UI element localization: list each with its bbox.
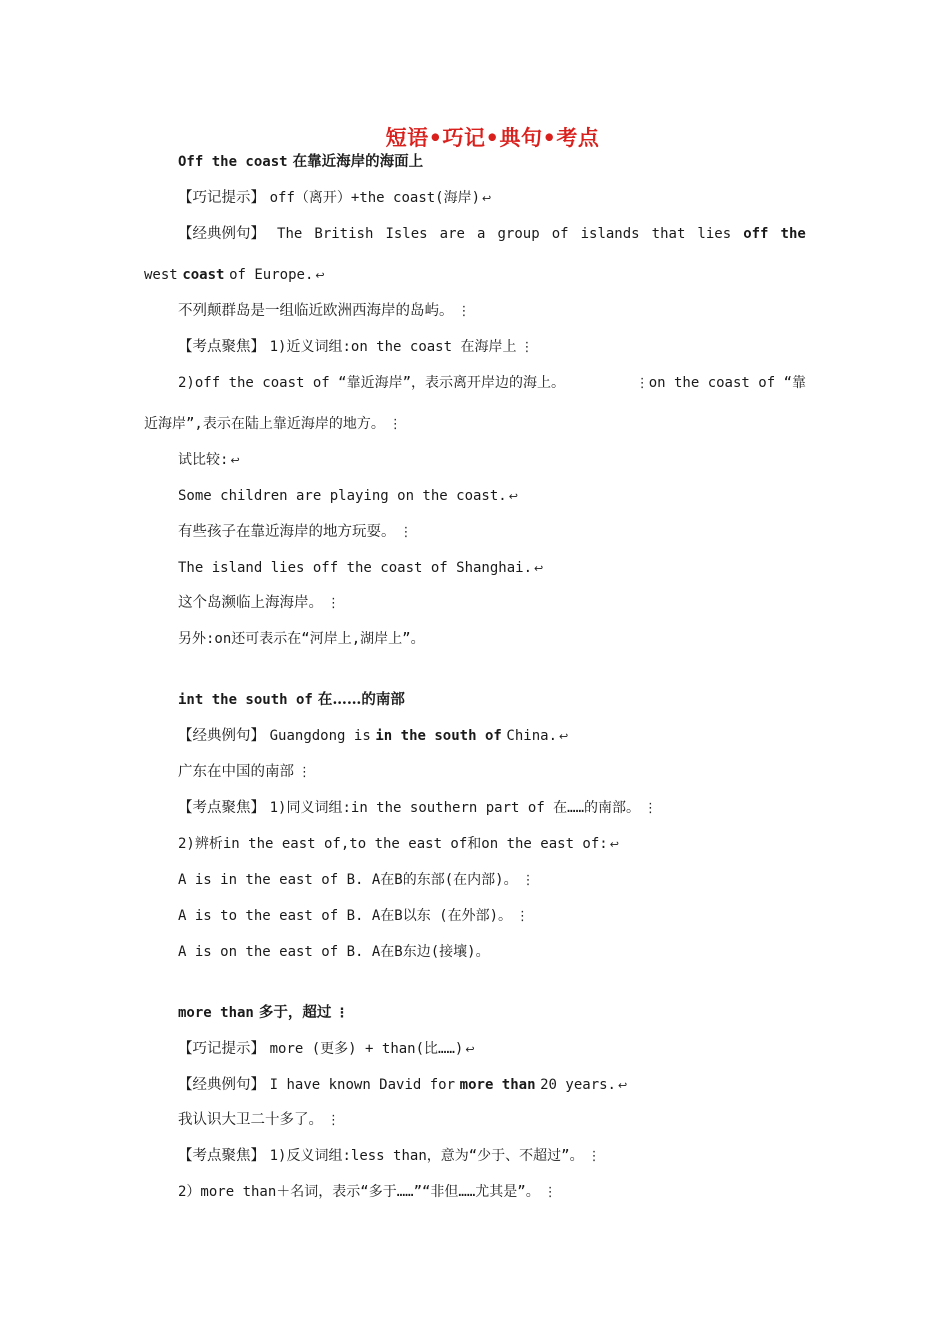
return-icon: ↩: [315, 269, 325, 282]
paragraph-mark-icon: ⋮: [388, 417, 402, 432]
paragraph-mark-icon: ⋮: [298, 765, 311, 780]
compare-example-1: Some children are playing on the coast. ↩: [178, 488, 518, 504]
return-icon: ↩: [534, 562, 544, 575]
return-icon: ↩: [508, 490, 518, 503]
phrase-heading-off-the-coast: Off the coast 在靠近海岸的海面上: [178, 153, 424, 170]
return-icon: ↩: [465, 1043, 475, 1056]
example-translation: 广东在中国的南部 ⋮: [178, 764, 311, 780]
paragraph-mark-icon: ⋮: [543, 1185, 557, 1200]
example-translation: 不列颠群岛是一组临近欧洲西海岸的岛屿。 ⋮: [178, 303, 471, 319]
tip-line: 【巧记提示】 more (更多) + than(比……) ↩: [178, 1041, 475, 1057]
return-icon: ↩: [230, 454, 240, 467]
compare-translation-1: 有些孩子在靠近海岸的地方玩耍。 ⋮: [178, 524, 413, 540]
focus-line-1: 【考点聚焦】 1)反义词组:less than，意为“少于、不超过”。 ⋮: [178, 1148, 601, 1164]
example-line: 【经典例句】 The British Isles are a group of islands that lies off the: [178, 226, 806, 242]
distinction-line-1: A is in the east of B. A在B的东部(在内部)。 ⋮: [178, 872, 535, 888]
return-icon: ↩: [617, 1079, 628, 1092]
paragraph-mark-icon: ⋮: [520, 340, 534, 355]
example-line: 【经典例句】 Guangdong is in the south of China. ↩: [178, 728, 569, 744]
compare-label: 试比较: ↩: [178, 452, 240, 468]
paragraph-mark-icon: ⋮: [335, 1006, 349, 1021]
example-line: 【经典例句】 I have known David for more than 20 years. ↩: [178, 1077, 628, 1093]
focus-line-2: 2)辨析in the east of,to the east of和on the east of: ↩: [178, 836, 619, 852]
distinction-line-3: A is on the east of B. A在B东边(接壤)。: [178, 944, 490, 960]
tip-line: 【巧记提示】 off（离开）+the coast(海岸) ↩: [178, 190, 492, 206]
focus-line-1: 【考点聚焦】 1)近义词组:on the coast 在海岸上 ⋮: [178, 339, 534, 355]
return-icon: ↩: [609, 838, 619, 851]
paragraph-mark-icon: ⋮: [644, 801, 658, 816]
example-continuation: west coast of Europe. ↩: [144, 267, 325, 283]
phrase-heading-more-than: more than 多于，超过 ⋮: [178, 1004, 349, 1021]
compare-example-2: The island lies off the coast of Shanghai. ↩: [178, 560, 544, 576]
paragraph-mark-icon: ⋮: [521, 873, 535, 888]
focus-line-1: 【考点聚焦】 1)同义词组:in the southern part of 在……的南部。 ⋮: [178, 800, 658, 816]
paragraph-mark-icon: ⋮: [327, 596, 340, 611]
paragraph-mark-icon: ⋮: [635, 376, 649, 391]
focus-line-2-continuation: 近海岸”,表示在陆上靠近海岸的地方。 ⋮: [144, 416, 402, 432]
return-icon: ↩: [559, 730, 569, 743]
phrase-heading-in-the-south-of: int the south of 在……的南部: [178, 691, 405, 708]
distinction-line-2: A is to the east of B. A在B以东 (在外部)。 ⋮: [178, 908, 530, 924]
focus-line-2: 2）more than＋名词，表示“多于……”“非但……尤其是”。 ⋮: [178, 1184, 557, 1200]
paragraph-mark-icon: ⋮: [327, 1113, 340, 1128]
compare-translation-2: 这个岛濒临上海海岸。 ⋮: [178, 595, 340, 611]
paragraph-mark-icon: ⋮: [516, 909, 530, 924]
focus-line-2: 2)off the coast of “靠近海岸”，表示离开岸边的海上。 ⋮on the coast of “靠: [178, 375, 806, 391]
paragraph-mark-icon: ⋮: [399, 525, 413, 540]
extra-note: 另外:on还可表示在“河岸上,湖岸上”。: [178, 631, 425, 647]
example-translation: 我认识大卫二十多了。 ⋮: [178, 1112, 340, 1128]
return-icon: ↩: [482, 192, 492, 205]
paragraph-mark-icon: ⋮: [587, 1149, 601, 1164]
page-title: 短语•巧记•典句•考点: [385, 125, 600, 150]
paragraph-mark-icon: ⋮: [457, 304, 471, 319]
